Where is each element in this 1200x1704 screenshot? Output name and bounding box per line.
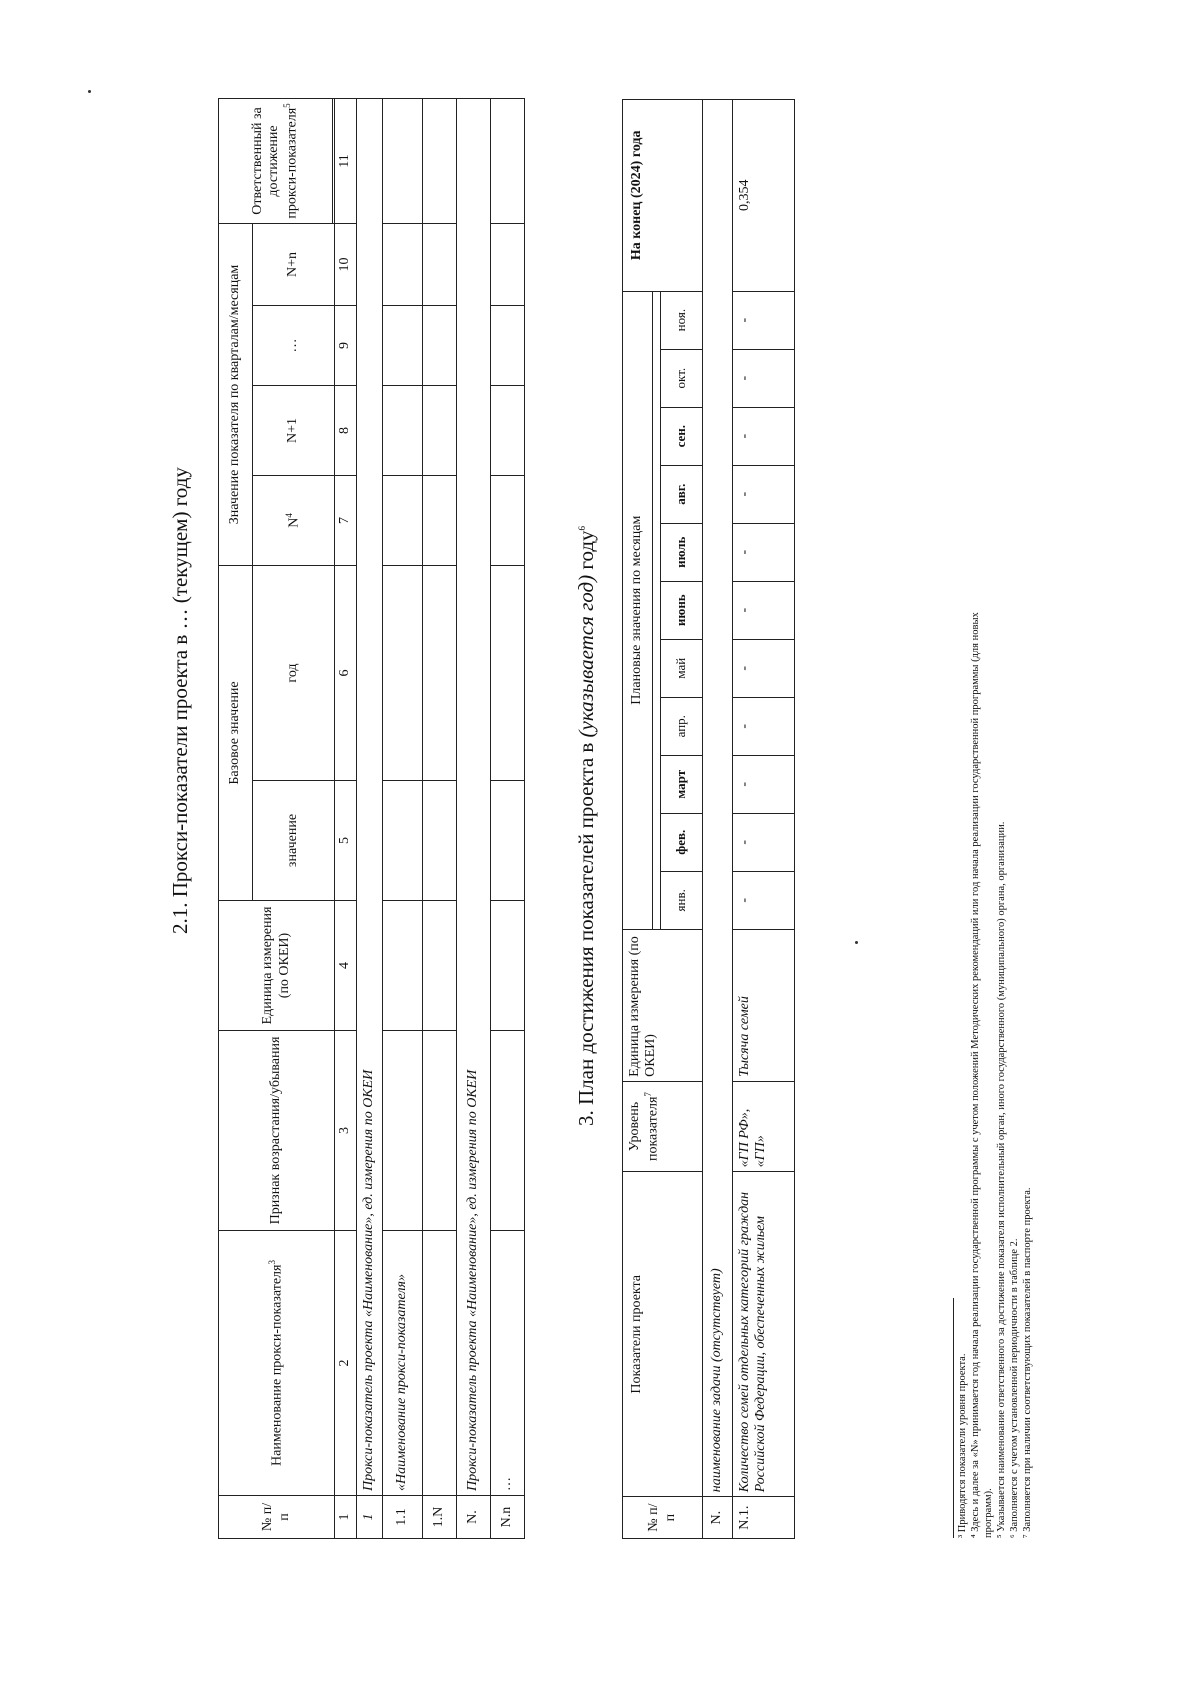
- footnote-rule: [953, 1298, 954, 1538]
- header-level: Уровень показателя$^7$: [623, 1081, 703, 1172]
- project-plan-table: [622, 99, 795, 1539]
- col-number: 6: [335, 565, 357, 780]
- row-dash: -: [733, 639, 795, 697]
- col-number: 3: [335, 1031, 357, 1231]
- row-dash: -: [733, 697, 795, 755]
- col-number: 4: [335, 901, 357, 1031]
- row-num: N.1.: [733, 1497, 795, 1539]
- proxy-indicators-table: [218, 98, 525, 1539]
- header-base-value: значение: [253, 781, 335, 901]
- header-q-n1: N+1: [253, 385, 335, 475]
- month-apr: апр.: [661, 697, 703, 755]
- row-end-value: 0,354: [733, 100, 795, 292]
- footnote-6: ⁶ Заполняется с учетом установленной периодичности в таблице 2.: [1009, 1238, 1020, 1538]
- footnote-7: ⁷ Заполняется при наличии соответствующих показателей в паспорте проекта.: [1022, 1187, 1033, 1538]
- group-num: 1: [357, 1496, 383, 1539]
- table-row: [491, 98, 525, 1538]
- row-level: «ГП РФ», «ГП»: [733, 1081, 795, 1172]
- table-row: [423, 98, 457, 1538]
- row-dash: -: [733, 407, 795, 465]
- row-dash: -: [733, 581, 795, 639]
- month-mar: март: [661, 755, 703, 813]
- row-num: 1.1: [383, 1496, 423, 1539]
- row-dash: -: [733, 465, 795, 523]
- header-base: Базовое значение: [219, 565, 253, 900]
- group-num: N.: [457, 1496, 491, 1539]
- month-feb: фев.: [661, 813, 703, 871]
- header-quarters: Значение показателя по кварталам/месяцам: [219, 223, 253, 565]
- header-row-1: [219, 98, 253, 1538]
- col-number: 2: [335, 1231, 357, 1496]
- footnote-5: ⁵ Указывается наименование ответственного за достижение показателя исполнительный орган, иного государственного (муниципального) органа, организации.: [996, 821, 1007, 1538]
- col-number: 7: [335, 475, 357, 565]
- header-name: Наименование прокси-показателя$^3$: [219, 1231, 335, 1496]
- row-num: N.n: [491, 1496, 525, 1539]
- header-monthly: Плановые значения по месяцам: [623, 291, 653, 929]
- header-num: № п/п: [623, 1497, 703, 1539]
- header-q-nn: N+n: [253, 223, 335, 305]
- row-num: 1.N: [423, 1496, 457, 1539]
- group-row-1: [357, 98, 383, 1538]
- task-num: N.: [703, 1497, 733, 1539]
- row-name: …: [491, 1231, 525, 1496]
- section-2-1-title: 2.1. Прокси-показатели проекта в … (текущем) году: [168, 467, 192, 934]
- table-row: [383, 98, 423, 1538]
- header-q-dots: …: [253, 305, 335, 385]
- row-dash: -: [733, 291, 795, 349]
- header-responsible: Ответственный за достижение прокси-показателя$^5$: [219, 98, 333, 223]
- month-may: май: [661, 639, 703, 697]
- col-number: 5: [335, 781, 357, 901]
- header-end-year: На конец (2024) года: [623, 100, 703, 292]
- month-jan: янв.: [661, 871, 703, 929]
- col-number: 9: [335, 305, 357, 385]
- footnote-4: ⁴ Здесь и далее за «N» принимается год начала реализации государственной программы с учетом положений Методических рекомендаций или год начала реализации государственной программы (для новых: [970, 612, 981, 1538]
- row-dash: -: [733, 349, 795, 407]
- col-number: 10: [335, 223, 357, 305]
- indicator-row: [733, 100, 795, 1539]
- month-sep: сен.: [661, 407, 703, 465]
- row-dash: -: [733, 871, 795, 929]
- row-unit: Тысяча семей: [733, 929, 795, 1081]
- col-number: 1: [335, 1496, 357, 1539]
- scan-speck: [855, 941, 858, 944]
- task-row: [703, 100, 733, 1539]
- col-number: 8: [335, 385, 357, 475]
- col-number: 11: [335, 98, 357, 223]
- header-indicators: Показатели проекта: [623, 1172, 703, 1497]
- month-oct: окт.: [661, 349, 703, 407]
- header-base-year: год: [253, 565, 335, 780]
- plan-header-row-1: [623, 100, 653, 1539]
- row-dash: -: [733, 523, 795, 581]
- row-dash: -: [733, 755, 795, 813]
- group-row-n: [457, 98, 491, 1538]
- group-label: Прокси-показатель проекта «Наименование», ед. измерения по ОКЕИ: [357, 98, 383, 1495]
- column-numbers-row: [335, 98, 357, 1538]
- footnote-3: ³ Приводятся показатели уровня проекта.: [957, 1353, 968, 1538]
- row-name: Количество семей отдельных категорий граждан Российской Федерации, обеспеченных жильем: [733, 1172, 795, 1497]
- row-dash: -: [733, 813, 795, 871]
- group-label: Прокси-показатель проекта «Наименование», ед. измерения по ОКЕИ: [457, 98, 491, 1495]
- header-sign: Признак возрастания/убывания: [219, 1031, 335, 1231]
- month-aug: авг.: [661, 465, 703, 523]
- month-jul: июль: [661, 523, 703, 581]
- header-q-n: $N^4$: [253, 475, 335, 565]
- scan-speck: [88, 90, 91, 93]
- row-name: «Наименование прокси-показателя»: [383, 1231, 423, 1496]
- task-label: наименование задачи (отсутствует): [703, 100, 733, 1497]
- header-unit: Единица измерения (по ОКЕИ): [623, 929, 703, 1081]
- month-nov: ноя.: [661, 291, 703, 349]
- month-jun: июнь: [661, 581, 703, 639]
- header-num: № п/п: [219, 1496, 335, 1539]
- header-unit: Единица измерения (по ОКЕИ): [219, 901, 335, 1031]
- section-3-title: 3. План достижения показателей проекта в (указывается год) году$^6$: [574, 525, 598, 1126]
- footnote-4-cont: программ).: [983, 1488, 994, 1538]
